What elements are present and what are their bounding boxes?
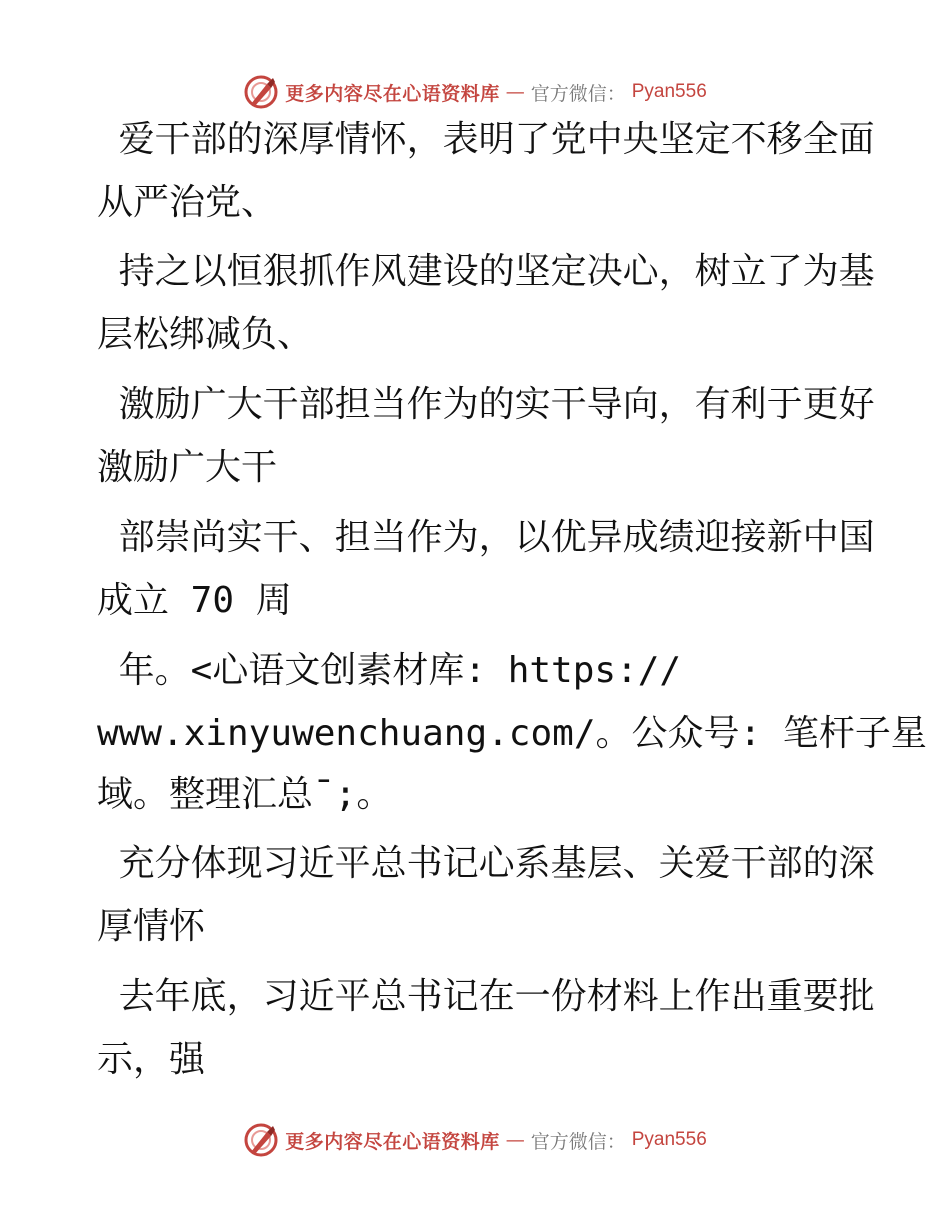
body-line: www.xinyuwenchuang.com/。公众号: 笔杆子星 [97,713,927,754]
pen-nib-logo-icon [243,74,279,110]
body-line: 厚情怀 [97,906,206,947]
footer-title: 更多内容尽在心语资料库 [285,1130,500,1153]
header-separator: — [505,81,525,103]
header-wechat-label: 官方微信： [530,82,626,105]
body-line: 部崇尚实干、担当作为，以优异成绩迎接新中国 [97,517,875,558]
body-line: 激励广大干 [97,447,278,488]
footer-wechat-id: Pyan556 [631,1129,707,1150]
body-line: 去年底，习近平总书记在一份材料上作出重要批 [97,976,875,1017]
body-line: 从严治党、 [97,182,278,223]
body-line: 成立 70 周 [97,580,292,621]
body-line: 爱干部的深厚情怀，表明了党中央坚定不移全面 [97,119,875,160]
body-line: 年。<心语文创素材库: https:// [97,650,682,691]
body-line: 示，强 [97,1039,206,1080]
header-wechat-id: Pyan556 [631,81,707,102]
body-line: 层松绑减负、 [97,314,314,355]
body-line: 域。整理汇总¯;。 [97,774,393,815]
footer-separator: — [505,1129,525,1151]
body-line: 持之以恒狠抓作风建设的坚定决心，树立了为基 [97,251,875,292]
header-title: 更多内容尽在心语资料库 [285,82,500,105]
footer-banner [0,1118,950,1162]
body-line: 充分体现习近平总书记心系基层、关爱干部的深 [97,843,875,884]
pen-nib-logo-icon [243,1122,279,1158]
body-line: 激励广大干部担当作为的实干导向，有利于更好 [97,384,875,425]
footer-wechat-label: 官方微信： [530,1130,626,1153]
header-banner [0,70,950,114]
